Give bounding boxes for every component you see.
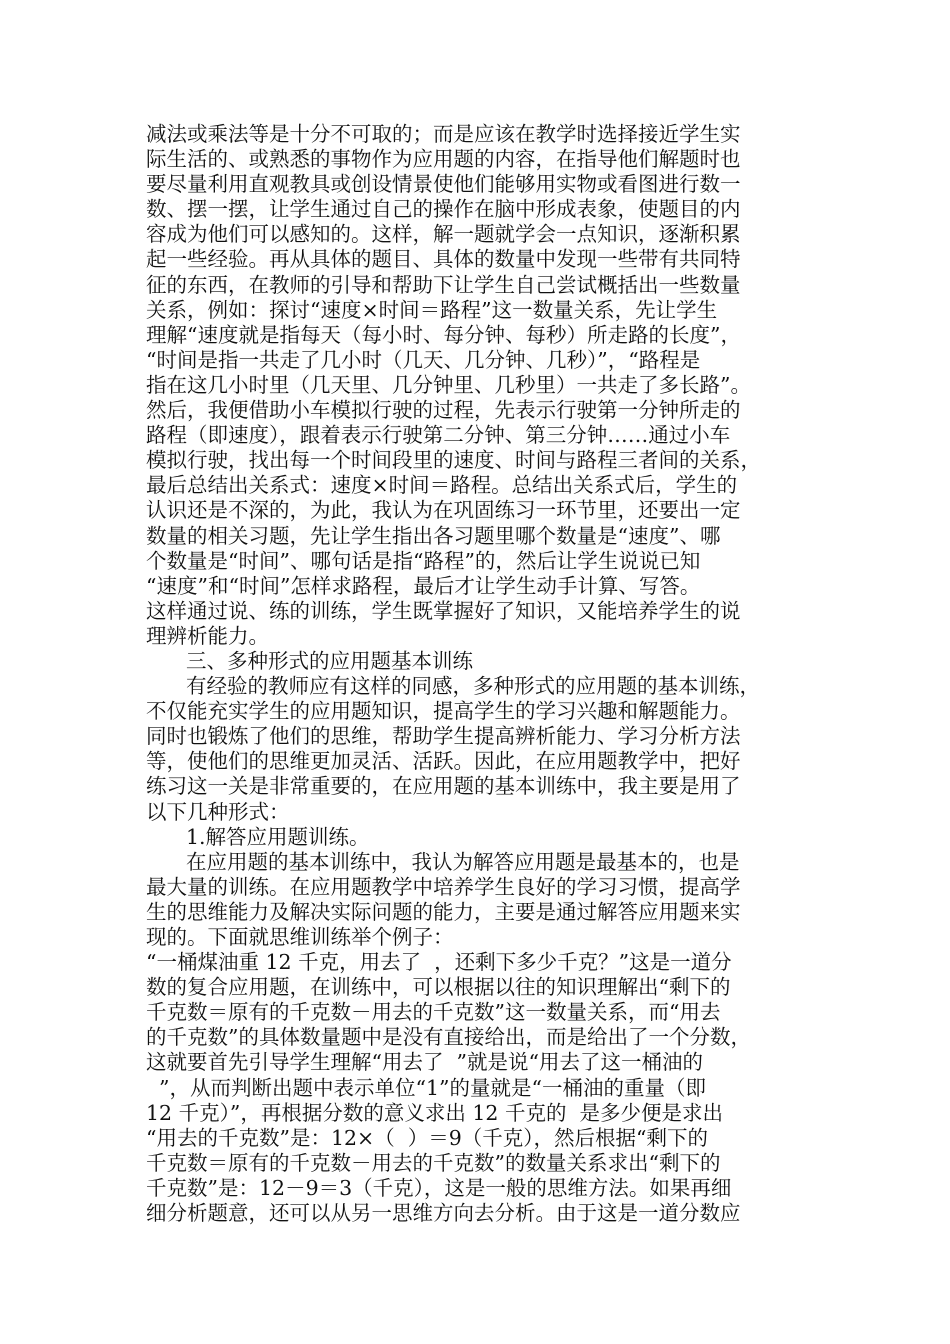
text-line: 最大量的训练。在应用题教学中培养学生良好的学习习惯，提高学 bbox=[146, 874, 741, 899]
text-line: 最后总结出关系式：速度×时间＝路程。总结出关系式后，学生的 bbox=[146, 473, 738, 498]
text-line: 数、摆一摆，让学生通过自己的操作在脑中形成表象，使题目的内 bbox=[146, 197, 741, 222]
text-line: 关系，例如：探讨“速度×时间＝路程”这一数量关系，先让学生 bbox=[146, 297, 718, 322]
text-line: 征的东西，在教师的引导和帮助下让学生自己尝试概括出一些数量 bbox=[146, 272, 741, 297]
text-line: 有经验的教师应有这样的同感，多种形式的应用题的基本训练， bbox=[186, 674, 760, 699]
text-line: 同时也锻炼了他们的思维，帮助学生提高辨析能力、学习分析方法 bbox=[146, 724, 741, 749]
text-line: 然后，我便借助小车模拟行驶的过程，先表示行驶第一分钟所走的 bbox=[146, 398, 741, 423]
text-line: 这样通过说、练的训练，学生既掌握好了知识，又能培养学生的说 bbox=[146, 598, 741, 623]
text-line: 减法或乘法等是十分不可取的；而是应该在教学时选择接近学生实 bbox=[146, 122, 741, 146]
text-line: 等，使他们的思维更加灵活、活跃。因此，在应用题教学中，把好 bbox=[146, 749, 741, 774]
text-line: “速度”和“时间”怎样求路程，最后才让学生动手计算、写答。 bbox=[146, 573, 701, 598]
text-line: 不仅能充实学生的应用题知识，提高学生的学习兴趣和解题能力。 bbox=[146, 699, 741, 724]
text-line: ”，从而判断出题中表示单位“1”的量就是“一桶油的重量（即 bbox=[146, 1075, 706, 1100]
text-line: “用去的千克数”是：12×（ ）＝9（千克），然后根据“剩下的 bbox=[146, 1125, 709, 1150]
text-line: 认识还是不深的，为此，我认为在巩固练习一环节里，还要出一定 bbox=[146, 498, 741, 523]
text-line: “一桶煤油重 12 千克，用去了 ，还剩下多少千克？”这是一道分 bbox=[146, 950, 732, 975]
text-line: 个数量是“时间”、哪句话是指“路程”的，然后让学生说说已知 bbox=[146, 548, 701, 573]
text-line: 这就要首先引导学生理解“用去了 ”就是说“用去了这一桶油的 bbox=[146, 1050, 703, 1075]
text-line: 练习这一关是非常重要的，在应用题的基本训练中，我主要是用了 bbox=[146, 774, 741, 799]
text-line: 现的。下面就思维训练举个例子： bbox=[146, 925, 454, 949]
text-line: 际生活的、或熟悉的事物作为应用题的内容，在指导他们解题时也 bbox=[146, 147, 741, 172]
text-line: 模拟行驶，找出每一个时间段里的速度、时间与路程三者间的关系， bbox=[146, 448, 761, 473]
text-line: 理辨析能力。 bbox=[146, 623, 269, 648]
text-line: 容成为他们可以感知的。这样，解一题就学会一点知识，逐渐积累 bbox=[146, 222, 741, 247]
text-line: 生的思维能力及解决实际问题的能力，主要是通过解答应用题来实 bbox=[146, 899, 741, 924]
text-line: 12 千克）”，再根据分数的意义求出 12 千克的 是多少便是求出 bbox=[146, 1100, 723, 1125]
text-line: “时间是指一共走了几小时（几天、几分钟、几秒）”，“路程是 bbox=[146, 347, 701, 372]
text-line: 数的复合应用题，在训练中，可以根据以往的知识理解出“剩下的 bbox=[146, 975, 731, 1000]
text-line: 的千克数”的具体数量题中是没有直接给出，而是给出了一个分数， bbox=[146, 1025, 751, 1050]
document-body-text bbox=[146, 122, 818, 1226]
section-heading: 三、多种形式的应用题基本训练 bbox=[186, 648, 473, 673]
text-line: 指在这几小时里（几天里、几分钟里、几秒里）一共走了多长路”。 bbox=[146, 372, 751, 397]
subsection-heading: 1.解答应用题训练。 bbox=[186, 824, 370, 849]
text-line: 理解“速度就是指每天（每小时、每分钟、每秒）所走路的长度”， bbox=[146, 322, 741, 347]
text-line: 路程（即速度），跟着表示行驶第二分钟、第三分钟……通过小车 bbox=[146, 423, 731, 448]
text-line: 细分析题意，还可以从另一思维方向去分析。由于这是一道分数应 bbox=[146, 1201, 741, 1226]
text-line: 在应用题的基本训练中，我认为解答应用题是最基本的，也是 bbox=[186, 849, 740, 874]
text-line: 要尽量利用直观教具或创设情景使他们能够用实物或看图进行数一 bbox=[146, 172, 741, 197]
text-line: 起一些经验。再从具体的题目、具体的数量中发现一些带有共同特 bbox=[146, 247, 741, 272]
text-line: 数量的相关习题，先让学生指出各习题里哪个数量是“速度”、哪 bbox=[146, 523, 721, 548]
text-line: 以下几种形式： bbox=[146, 799, 290, 824]
text-line: 千克数＝原有的千克数－用去的千克数”的数量关系求出“剩下的 bbox=[146, 1150, 721, 1175]
text-line: 千克数”是：12－9＝3（千克），这是一般的思维方法。如果再细 bbox=[146, 1175, 732, 1200]
text-line: 千克数＝原有的千克数－用去的千克数”这一数量关系，而“用去 bbox=[146, 1000, 721, 1025]
